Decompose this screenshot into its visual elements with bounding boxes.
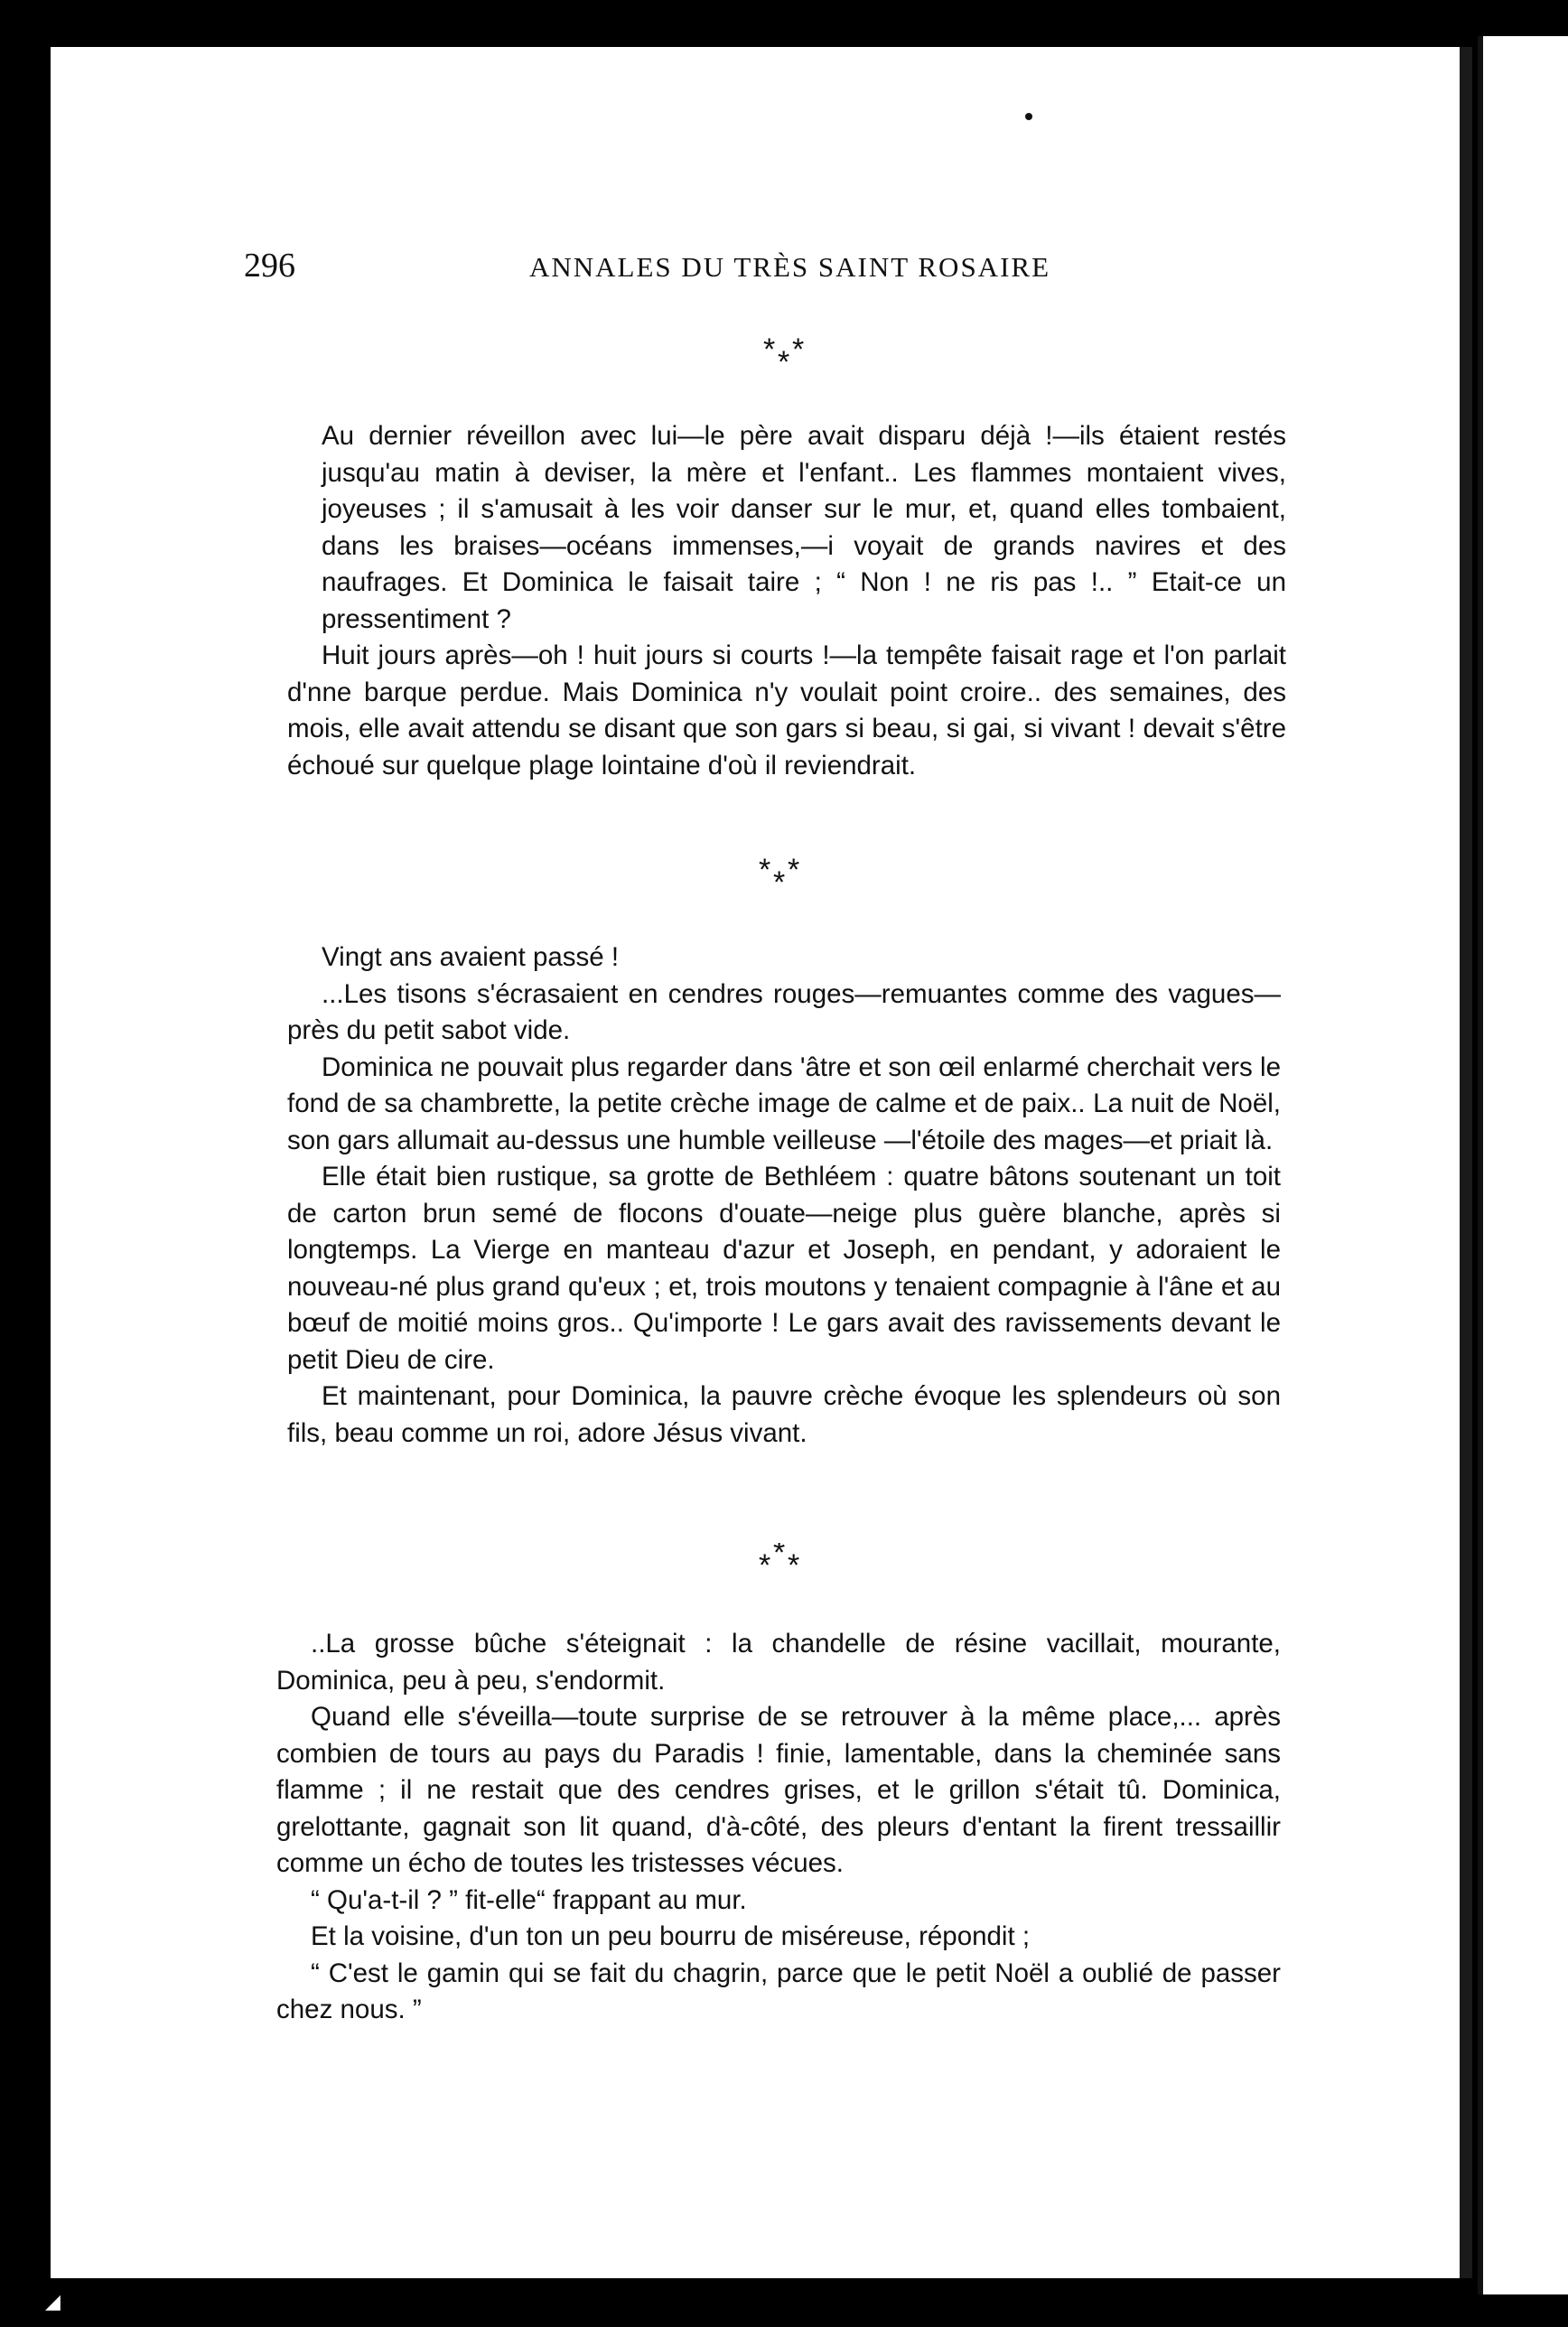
asterism-icon (761, 336, 816, 381)
paragraph: “ C'est le gamin qui se fait du chagrin, parce que le petit Noël a oublié de passer chez nous. ” (276, 1958, 1281, 2024)
svg-text:*: * (759, 856, 771, 887)
paragraph: Huit jours après—oh ! huit jours si courts !—la tempête faisait rage et l'on parlait d'nne barque perdue. Mais Dominica n'y voulait point croire.. des semaines, des mois, elle avait attendu se disant que son gars si beau, si gai, si vivant ! devait s'être échoué sur quelque plage lointaine d'où il reviendrait. (287, 640, 1286, 780)
section-3 (276, 1626, 1281, 2029)
page-header (244, 246, 1147, 291)
paragraph: ..La grosse bûche s'éteignait : la chandelle de résine vacillait, mourante, Dominica, peu à peu, s'endormit. (276, 1629, 1281, 1696)
svg-text:*: * (773, 865, 786, 900)
svg-text:*: * (759, 1548, 771, 1583)
paragraph: Dominica ne pouvait plus regarder dans 'âtre et son œil enlarmé cherchait vers le fond de sa chambrette, la petite crèche image de calme et de paix.. La nuit de Noël, son gars allumait au-dessus une humble veilleuse —l'étoile des mages—et priait là. (287, 1051, 1281, 1155)
asterism-icon (757, 856, 811, 902)
page-number: 296 (244, 247, 295, 285)
paragraph: “ Qu'a-t-il ? ” fit-elle“ frappant au mur. (311, 1884, 747, 1915)
scan-corner-mark: ◢ (45, 2290, 61, 2313)
svg-text:*: * (763, 336, 776, 367)
section-1 (287, 418, 1286, 784)
svg-text:*: * (778, 345, 790, 379)
section-separator (757, 856, 811, 909)
running-title: ANNALES DU TRÈS SAINT ROSAIRE (529, 251, 1051, 283)
section-separator (757, 1543, 811, 1595)
section-separator (761, 336, 816, 388)
paragraph: ...Les tisons s'écrasaient en cendres rouges—remuantes comme des vagues—près du petit sabot vide. (287, 978, 1281, 1045)
ink-speck (1025, 113, 1032, 120)
paragraph: Vingt ans avaient passé ! (322, 942, 620, 972)
page-gutter-edge (1460, 47, 1472, 2278)
section-2 (287, 939, 1281, 1452)
paragraph: Elle était bien rustique, sa grotte de Bethléem : quatre bâtons soutenant un toit de carton brun semé de flocons d'ouate—neige plus guère blanche, après si longtemps. La Vierge en manteau d'azur et Joseph, en pendant, y adoraient le nouveau-né plus grand qu'eux ; et, trois moutons y tenaient compagnie à l'âne et au bœuf de moitié moins gros.. Qu'importe ! Le gars avait des ravissements devant le petit Dieu de cire. (287, 1162, 1281, 1375)
svg-text:*: * (788, 856, 800, 887)
paragraph: Au dernier réveillon avec lui—le père avait disparu déjà !—ils étaient restés jusqu'au matin à deviser, la mère et l'enfant.. Les flammes montaient vives, joyeuses ; il s'amusait à les voir danser sur le mur, et, quand elles tombaient, dans les braises—océans immenses,—i voyait de grands navires et des naufrages. Et Dominica le faisait taire ; “ Non ! ne ris pas !.. ” Etait-ce un pressentiment ? (322, 421, 1286, 634)
svg-text:*: * (788, 1548, 800, 1583)
asterism-icon (757, 1543, 811, 1588)
svg-text:*: * (773, 1543, 786, 1570)
paragraph: Et maintenant, pour Dominica, la pauvre crèche évoque les splendeurs où son fils, beau comme un roi, adore Jésus vivant. (287, 1381, 1281, 1448)
paragraph: Et la voisine, d'un ton un peu bourru de miséreuse, répondit ; (311, 1921, 1031, 1951)
svg-text:*: * (792, 336, 805, 367)
adjacent-page-edge (1478, 36, 1568, 2294)
paragraph: Quand elle s'éveilla—toute surprise de se retrouver à la même place,... après combien de tours au pays du Paradis ! finie, lamentable, dans la cheminée sans flamme ; il ne restait que des cendres grises, et le grillon s'était tû. Dominica, grelottante, gagnait son lit quand, d'à-côté, des pleurs d'entant la firent tressaillir comme un écho de toutes les tristesses vécues. (276, 1702, 1281, 1878)
